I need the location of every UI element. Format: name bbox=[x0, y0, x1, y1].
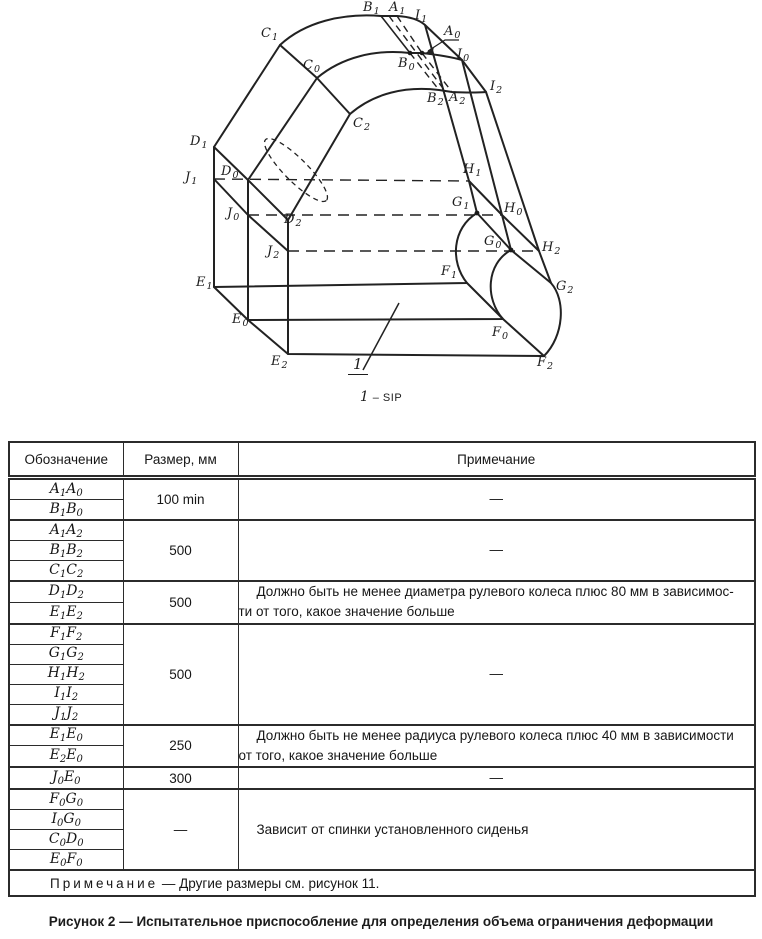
point-label-C1: $C_1$ bbox=[261, 26, 278, 43]
size-cell: 500 bbox=[123, 624, 238, 725]
designation-cell: $A_1A_2$ bbox=[9, 520, 123, 541]
table-row bbox=[9, 767, 755, 789]
edge-B1-B0 bbox=[381, 16, 410, 53]
point-label-F2: $F_2$ bbox=[537, 355, 554, 372]
point-label-E0: $E_0$ bbox=[232, 312, 249, 329]
point-label-B2: $B_2$ bbox=[427, 91, 444, 108]
point-label-C2: $C_2$ bbox=[353, 116, 370, 133]
longitudinal-edges bbox=[214, 25, 551, 356]
designation-cell: $E_2E_0$ bbox=[9, 746, 123, 767]
table-row bbox=[9, 520, 755, 541]
figure-legend bbox=[0, 388, 762, 406]
point-label-F1: $F_1$ bbox=[441, 264, 458, 281]
size-cell: 100 min bbox=[123, 478, 238, 521]
footnote-cell bbox=[9, 870, 755, 896]
figure-2-diagram bbox=[0, 0, 762, 430]
designation-cell: $E_1E_0$ bbox=[9, 725, 123, 746]
designation-cell: $C_0D_0$ bbox=[9, 830, 123, 850]
note-cell: — bbox=[238, 520, 755, 581]
designation-cell: $E_1E_2$ bbox=[9, 602, 123, 623]
designation-cell: $G_1G_2$ bbox=[9, 644, 123, 664]
designation-cell: $F_0G_0$ bbox=[9, 789, 123, 810]
section-1-outline bbox=[214, 15, 477, 287]
point-label-G2: $G_2$ bbox=[556, 279, 574, 296]
steering-wheel-ellipse bbox=[257, 131, 334, 208]
designation-cell: $B_1B_0$ bbox=[9, 500, 123, 521]
point-label-G0: $G_0$ bbox=[484, 234, 502, 251]
point-label-F0: $F_0$ bbox=[492, 325, 509, 342]
callout-1-label: 1 bbox=[348, 355, 368, 375]
note-cell: — bbox=[238, 624, 755, 725]
designation-cell: $A_1A_0$ bbox=[9, 478, 123, 500]
point-label-E1: $E_1$ bbox=[196, 275, 213, 292]
note-cell: Должно быть не менее радиуса рулевого колеса плюс 40 мм в зависимости от того, какое значение больше bbox=[238, 725, 755, 768]
header-size: Размер, мм bbox=[123, 442, 238, 478]
point-label-A1: $A_1$ bbox=[389, 0, 406, 17]
note-cell: — bbox=[238, 478, 755, 521]
wireframe-svg bbox=[0, 0, 762, 430]
point-label-I0: $I_0$ bbox=[457, 47, 470, 64]
point-label-H0: $H_0$ bbox=[504, 201, 523, 218]
point-label-I1: $I_1$ bbox=[415, 8, 428, 25]
point-label-J0: $J_0$ bbox=[227, 206, 240, 223]
point-label-E2: $E_2$ bbox=[271, 354, 288, 371]
designation-cell: $I_1I_2$ bbox=[9, 684, 123, 704]
designation-cell: $C_1C_2$ bbox=[9, 561, 123, 582]
table-footnote-row bbox=[9, 870, 755, 896]
note-cell: — bbox=[238, 767, 755, 789]
point-label-H2: $H_2$ bbox=[542, 240, 561, 257]
point-label-B1: $B_1$ bbox=[363, 0, 380, 17]
designation-cell: $I_0G_0$ bbox=[9, 810, 123, 830]
designation-cell: $J_1J_2$ bbox=[9, 704, 123, 725]
dimensions-table bbox=[8, 441, 756, 897]
section-2-outline bbox=[288, 89, 561, 356]
footnote-text: — Другие размеры см. рисунок 11. bbox=[161, 875, 380, 891]
point-label-H1: $H_1$ bbox=[463, 162, 482, 179]
figure-caption: Рисунок 2 — Испытательное приспособление для определения объема ограничения деформации bbox=[48, 914, 714, 929]
designation-cell: $E_0F_0$ bbox=[9, 850, 123, 871]
size-cell: 500 bbox=[123, 581, 238, 624]
designation-cell: $B_1B_2$ bbox=[9, 541, 123, 561]
point-label-J2: $J_2$ bbox=[267, 244, 280, 261]
header-note: Примечание bbox=[238, 442, 755, 478]
designation-cell: $F_1F_2$ bbox=[9, 624, 123, 645]
note-cell: Зависит от спинки установленного сиденья bbox=[238, 789, 755, 870]
table-row bbox=[9, 624, 755, 645]
note-cell: Должно быть не менее диаметра рулевого колеса плюс 80 мм в зависимос- ти от того, какое значение больше bbox=[238, 581, 755, 624]
size-cell: — bbox=[123, 789, 238, 870]
callout-leader-line bbox=[363, 303, 399, 370]
point-label-A2: $A_2$ bbox=[449, 90, 466, 107]
point-label-G1: $G_1$ bbox=[452, 195, 470, 212]
point-label-B0: $B_0$ bbox=[398, 56, 415, 73]
point-label-D0: $D_0$ bbox=[221, 164, 239, 181]
point-label-I2: $I_2$ bbox=[490, 79, 503, 96]
table-header-row bbox=[9, 442, 755, 478]
header-designation: Обозначение bbox=[9, 442, 123, 478]
table-row bbox=[9, 789, 755, 810]
point-label-A0: $A_0$ bbox=[444, 24, 461, 41]
table-row bbox=[9, 725, 755, 746]
point-label-D1: $D_1$ bbox=[190, 134, 208, 151]
point-label-J1: $J_1$ bbox=[185, 170, 198, 187]
point-label-C0: $C_0$ bbox=[303, 58, 320, 75]
designation-cell: $J_0E_0$ bbox=[9, 767, 123, 789]
size-cell: 300 bbox=[123, 767, 238, 789]
designation-cell: $H_1H_2$ bbox=[9, 664, 123, 684]
footnote-label: Примечание bbox=[50, 875, 159, 891]
table-row bbox=[9, 581, 755, 602]
size-cell: 500 bbox=[123, 520, 238, 581]
designation-cell: $D_1D_2$ bbox=[9, 581, 123, 602]
legend-item-number: 1 bbox=[359, 389, 369, 405]
legend-item-text: – SIP bbox=[372, 392, 403, 404]
point-label-D2: $D_2$ bbox=[284, 212, 302, 229]
size-cell: 250 bbox=[123, 725, 238, 768]
table-row bbox=[9, 478, 755, 500]
